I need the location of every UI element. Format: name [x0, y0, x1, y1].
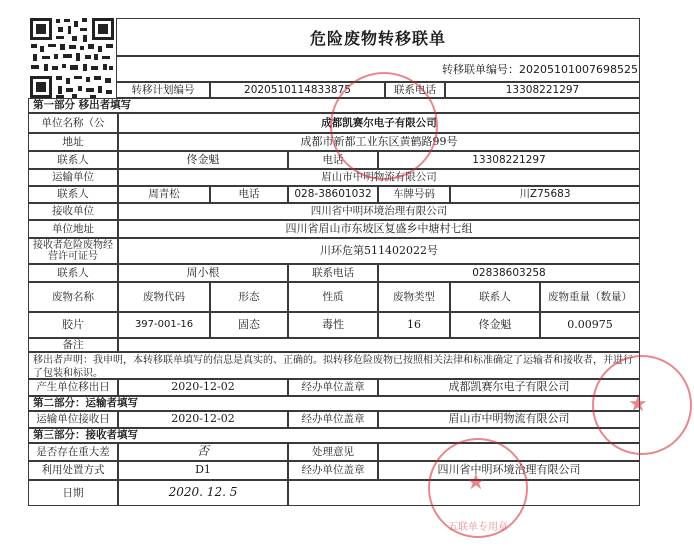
plan-number-value: 2020510114833875: [210, 82, 385, 98]
part1-seal-value: 成都凯赛尔电子有限公司: [378, 379, 640, 396]
part3-seal-value: 四川省中明环境治理有限公司: [378, 461, 640, 480]
receiver-address-label: 单位地址: [28, 220, 118, 238]
seal-star-icon: ★: [628, 392, 648, 417]
part2-header: 第二部分：运输者填写: [28, 396, 640, 411]
plate-value: 川Z75683: [450, 186, 640, 203]
contact-label: 联系人: [28, 151, 118, 169]
opinion-label: 处理意见: [288, 443, 378, 461]
disposal-label: 利用处置方式: [28, 461, 118, 480]
receiver-contact-value: 周小根: [118, 264, 288, 282]
part3-header: 第三部分：接收者填写: [28, 428, 640, 443]
license-label: 接收者危险废物经营许可证号: [28, 238, 118, 264]
waste-header-name: 废物名称: [28, 282, 118, 312]
waste-header-code: 废物代码: [118, 282, 210, 312]
transport-date-label: 运输单位接收日: [28, 411, 118, 428]
waste-nature: 毒性: [288, 312, 378, 338]
waste-form: 固态: [210, 312, 288, 338]
contact-value: 佟金魁: [118, 151, 288, 169]
transport-unit-label: 运输单位: [28, 169, 118, 186]
address-label: 地址: [28, 133, 118, 151]
part1-seal-label: 经办单位盖章: [288, 379, 378, 396]
declaration-text: 移出者声明：我申明，本转移联单填写的信息是真实的、正确的。拟转移危险废物已按照相关法律和标准确定了运输者和接收者，并进行了包装和标识。: [28, 352, 640, 379]
license-value: 川环危第511402022号: [118, 238, 640, 264]
plate-label: 车牌号码: [378, 186, 450, 203]
seal-stamp-caption: 五联单专用章: [448, 522, 508, 533]
form-title: 危险废物转移联单: [309, 28, 446, 48]
disposal-value: D1: [118, 461, 288, 480]
seal-star-icon-receiver: ★: [466, 470, 486, 495]
waste-header-form: 形态: [210, 282, 288, 312]
transport-phone-value: 028-38601032: [288, 186, 378, 203]
unit-name-value: 成都凯赛尔电子有限公司: [118, 113, 640, 133]
unit-name-label: 单位名称（公: [28, 113, 118, 133]
opinion-value: [378, 443, 640, 461]
receiver-phone-value: 02838603258: [378, 264, 640, 282]
address-value: 成都市新都工业东区黄鹤路99号: [118, 133, 640, 151]
part2-seal-label: 经办单位盖章: [288, 411, 378, 428]
receive-date-label: 日期: [28, 480, 118, 506]
waste-contact: 佟金魁: [450, 312, 540, 338]
phone-label: 电话: [288, 151, 378, 169]
receiver-label: 接收单位: [28, 203, 118, 220]
receiver-value: 四川省中明环境治理有限公司: [118, 203, 640, 220]
move-out-date-value: 2020-12-02: [118, 379, 288, 396]
waste-header-weight: 废物重量（数量）: [540, 282, 640, 312]
remark-value: [118, 338, 640, 352]
waste-header-type: 废物类型: [378, 282, 450, 312]
waste-name: 胶片: [28, 312, 118, 338]
qr-code: [28, 16, 116, 100]
part2-seal-value: 眉山市中明物流有限公司: [378, 411, 640, 428]
transport-date-value: 2020-12-02: [118, 411, 288, 428]
waste-code: 397-001-16: [118, 312, 210, 338]
waste-weight: 0.00975: [540, 312, 640, 338]
plan-number-label: 转移计划编号: [116, 82, 210, 98]
phone-value: 13308221297: [378, 151, 640, 169]
remark-label: 备注: [28, 338, 118, 352]
receiver-address-value: 四川省眉山市东坡区复盛乡中塘村七组: [118, 220, 640, 238]
waste-type: 16: [378, 312, 450, 338]
receive-date-value: 2020. 12. 5: [118, 480, 288, 506]
transport-phone-label: 电话: [210, 186, 288, 203]
form-number-value: 20205101007698525: [519, 62, 638, 76]
form-number: [380, 56, 638, 82]
receiver-phone-label: 联系电话: [288, 264, 378, 282]
transport-contact-label: 联系人: [28, 186, 118, 203]
discrepancy-label: 是否存在重大差: [28, 443, 118, 461]
waste-header-nature: 性质: [288, 282, 378, 312]
move-out-date-label: 产生单位移出日: [28, 379, 118, 396]
receive-empty-cell: [288, 480, 640, 506]
part3-seal-label: 经办单位盖章: [288, 461, 378, 480]
top-contact-phone-label: 联系电话: [385, 82, 445, 98]
transport-unit-value: 眉山市中明物流有限公司: [118, 169, 640, 186]
discrepancy-value: 否: [118, 443, 288, 461]
receiver-contact-label: 联系人: [28, 264, 118, 282]
waste-header-contact: 联系人: [450, 282, 540, 312]
transport-contact-value: 周青松: [118, 186, 210, 203]
part1-header: 第一部分 移出者填写: [28, 98, 640, 113]
form-number-label: 转移联单编号：: [442, 63, 520, 76]
top-contact-phone-value: 13308221297: [445, 82, 640, 98]
